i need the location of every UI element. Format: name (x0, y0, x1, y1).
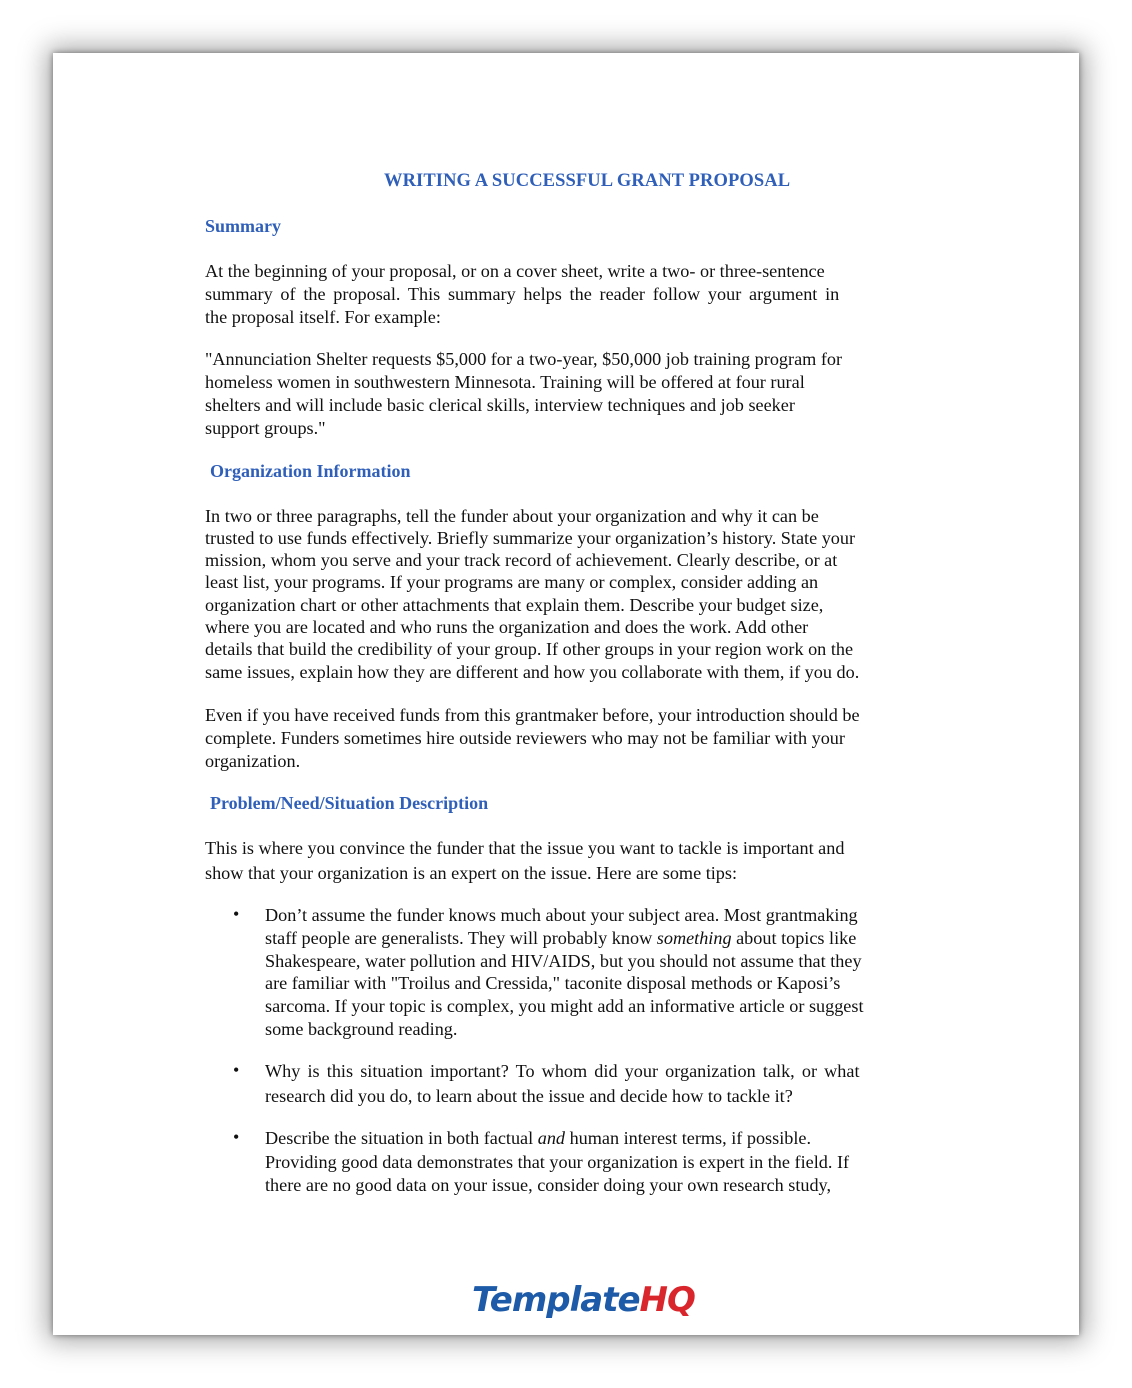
bullet-line: sarcoma. If your topic is complex, you might add an informative article or suggest (265, 996, 864, 1016)
document-title: WRITING A SUCCESSFUL GRANT PROPOSAL (384, 171, 791, 191)
emphasis-text: and (537, 1128, 566, 1148)
emphasis-text: something (656, 928, 732, 948)
paragraph-line: mission, whom you serve and your track record of achievement. Clearly describe, or at (205, 550, 838, 570)
paragraph-line: least list, your programs. If your programs are many or complex, consider adding an (205, 572, 819, 592)
bullet-line: are familiar with "Troilus and Cressida," taconite disposal methods or Kaposi’s (265, 973, 841, 993)
templatehq-logo: TemplateHQ (472, 1280, 695, 1320)
paragraph-line: In two or three paragraphs, tell the funder about your organization and why it can be (205, 506, 819, 526)
bullet-line: Shakespeare, water pollution and HIV/AIDS, but you should not assume that they (265, 951, 862, 971)
bullet-line: staff people are generalists. They will probably know something about topics like (265, 928, 857, 948)
bullet-line: research did you do, to learn about the issue and decide how to tackle it? (265, 1086, 793, 1106)
bullet-point-icon: • (233, 904, 240, 924)
paragraph-line: Even if you have received funds from this grantmaker before, your introduction should be (205, 705, 860, 725)
paragraph-line: complete. Funders sometimes hire outside reviewers who may not be familiar with your (205, 728, 845, 748)
bullet-point-icon: • (233, 1127, 240, 1147)
paragraph-line: summary of the proposal. This summary helps the reader follow your argument in (205, 284, 840, 304)
bullet-line: Describe the situation in both factual and human interest terms, if possible. (265, 1128, 812, 1148)
example-quote-line: support groups." (205, 418, 326, 438)
paragraph-line: show that your organization is an expert on the issue. Here are some tips: (205, 863, 738, 883)
bullet-line: some background reading. (265, 1019, 458, 1039)
paragraph-line: the proposal itself. For example: (205, 307, 441, 327)
example-quote-line: homeless women in southwestern Minnesota. Training will be offered at four rural (205, 372, 805, 392)
bullet-line: Providing good data demonstrates that your organization is expert in the field. If (265, 1152, 850, 1172)
paragraph-line: At the beginning of your proposal, or on a cover sheet, write a two- or three-sentence (205, 261, 825, 281)
paragraph-line: organization. (205, 751, 301, 771)
bullet-line: Why is this situation important? To whom did your organization talk, or what (265, 1061, 860, 1081)
example-quote-line: shelters and will include basic clerical skills, interview techniques and job seeker (205, 395, 795, 415)
bullet-point-icon: • (233, 1060, 240, 1080)
bullet-line: there are no good data on your issue, consider doing your own research study, (265, 1175, 832, 1195)
paragraph-line: trusted to use funds effectively. Briefly summarize your organization’s history. State your (205, 528, 856, 548)
section-heading-summary: Summary (205, 216, 281, 236)
section-heading-problem-need-situation: Problem/Need/Situation Description (210, 793, 489, 813)
bullet-line: Don’t assume the funder knows much about your subject area. Most grantmaking (265, 905, 858, 925)
paragraph-line: where you are located and who runs the organization and does the work. Add other (205, 617, 809, 637)
paragraph-line: details that build the credibility of your group. If other groups in your region work on the (205, 639, 854, 659)
section-heading-organization-information: Organization Information (210, 461, 411, 481)
paragraph-line: same issues, explain how they are different and how you collaborate with them, if you do. (205, 662, 860, 682)
paragraph-line: organization chart or other attachments that explain them. Describe your budget size, (205, 595, 824, 615)
paragraph-line: This is where you convince the funder that the issue you want to tackle is important and (205, 838, 845, 858)
example-quote-line: "Annunciation Shelter requests $5,000 for a two-year, $50,000 job training program for (205, 349, 843, 369)
